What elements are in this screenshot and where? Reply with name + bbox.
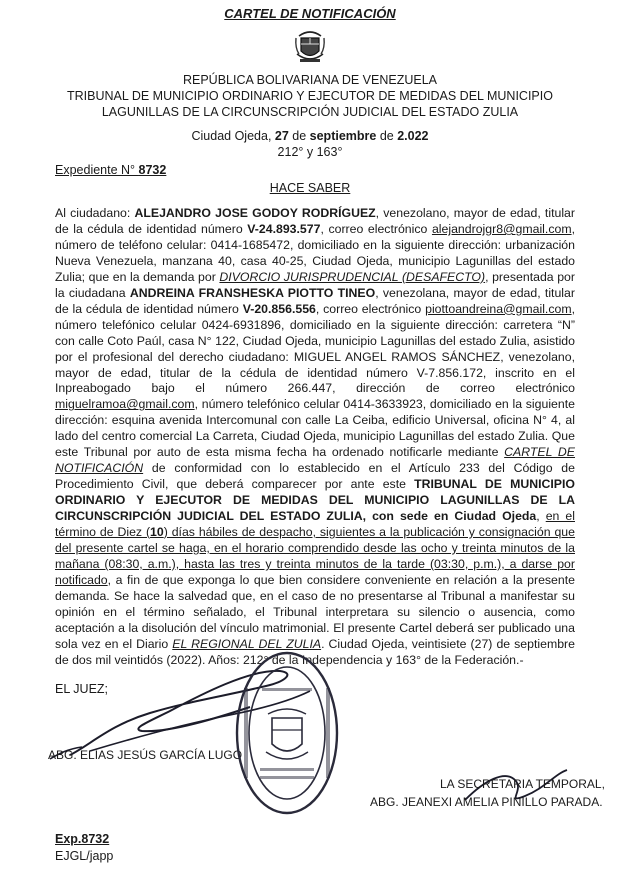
footer-initials: EJGL/japp [55, 849, 114, 863]
official-stamp [232, 648, 342, 818]
header-line-3: LAGUNILLAS DE LA CIRCUNSCRIPCIÓN JUDICIAL DEL ESTADO ZULIA [101, 105, 519, 119]
secretary-title: LA SECRETARIA TEMPORAL, [440, 777, 605, 791]
expediente-number: Expediente N° 8732 [55, 163, 167, 177]
hace-saber-heading: HACE SABER [269, 181, 351, 195]
notification-body: Al ciudadano: ALEJANDRO JOSE GODOY RODRÍGUEZ, venezolano, mayor de edad, titular de la cédula de identidad número V-24.893.577, correo electrónico alejandrojgr8@gmail.com, número de teléfono celular: 0414-1685472, domiciliado en la siguiente dirección: urbanización Nueva Venezuela, manzana 40, casa 40-25, Ciudad Ojeda, municipio Lagunillas del estado Zulia; que en la demanda por DIVORCIO JURISPRUDENCIAL (DESAFECTO), presentada por la ciudadana ANDREINA FRANSHESKA PIOTTO TINEO, venezolana, mayor de edad, titular de la cédula de identidad número V-20.856.556, correo electrónico piottoandreina@gmail.com, número telefónico celular 0424-6931896, domiciliado en la siguiente dirección: carretera “N” con calle Coto Paúl, casa N° 122, Ciudad Ojeda, municipio Lagunillas del estado Zulia, asistido por el profesional del derecho ciudadano: MIGUEL ANGEL RAMOS SÁNCHEZ, venezolano, mayor de edad, titular de la cédula de identidad número V-7.856.172, inscrito en el Inpreabogado bajo el número 266.447, dirección de correo electrónico miguelramoa@gmail.com, número telefónico celular 0414-3633923, domiciliado en la siguiente dirección: esquina avenida Intercomunal con calle La Ceiba, edificio Universal, oficina N° 4, al lado del centro comercial La Carreta, Ciudad Ojeda, municipio Lagunillas del estado Zulia. Que este Tribunal por auto de esta misma fecha ha ordenado notificarle mediante CARTEL DE NOTIFICACIÓN de conformidad con lo establecido en el Artículo 233 del Código de Procedimiento Civil, que deberá comparecer por ante este TRIBUNAL DE MUNICIPIO ORDINARIO Y EJECUTOR DE MEDIDAS DEL MUNICIPIO LAGUNILLAS DE LA CIRCUNSCRIPCIÓN JUDICIAL DEL ESTADO ZULIA, con sede en Ciudad Ojeda, en el término de Diez (10) días hábiles de despacho, siguientes a la publicación y consignación que del presente cartel se haga, en el horario comprendido desde las ocho y treinta minutos de la mañana (08:30, a.m.), hasta las tres y treinta minutos de la tarde (03:30, p.m.), a darse por notificado, a fin de que exponga lo que bien considere conveniente en relación a la presente demanda. Se hace la salvedad que, en el caso de no presentarse al Tribunal a manifestar su opinión en el término señalado, el Tribunal interpretara su silencio o ausencia, como aceptación a la disolución del vínculo matrimonial. El presente Cartel deberá ser publicado una sola vez en el Diario EL REGIONAL DEL ZULIA. Ciudad Ojeda, veintisiete (27) de septiembre de dos mil veintidós (2022). Años: 212° de la Independencia y 163° de la Federación.- [55, 206, 575, 667]
judge-name: ABG. ELIAS JESÚS GARCÍA LUGO [48, 748, 243, 762]
years-line: 212° y 163° [277, 145, 343, 159]
email-link: alejandrojgr8@gmail.com [431, 221, 572, 236]
date-line: Ciudad Ojeda, 27 de septiembre de 2.022 [191, 129, 429, 143]
coat-of-arms-icon [293, 26, 327, 66]
footer-expediente: Exp.8732 [55, 832, 110, 846]
email-link: miguelramoa@gmail.com [55, 397, 195, 412]
secretary-name: ABG. JEANEXI AMELIA PINILLO PARADA. [370, 795, 603, 809]
judge-label: EL JUEZ; [55, 682, 109, 696]
header-line-2: TRIBUNAL DE MUNICIPIO ORDINARIO Y EJECUTOR DE MEDIDAS DEL MUNICIPIO [67, 89, 553, 103]
document-title: CARTEL DE NOTIFICACIÓN [224, 6, 396, 21]
header-line-1: REPÚBLICA BOLIVARIANA DE VENEZUELA [182, 73, 438, 87]
email-link: piottoandreina@gmail.com [425, 301, 572, 316]
